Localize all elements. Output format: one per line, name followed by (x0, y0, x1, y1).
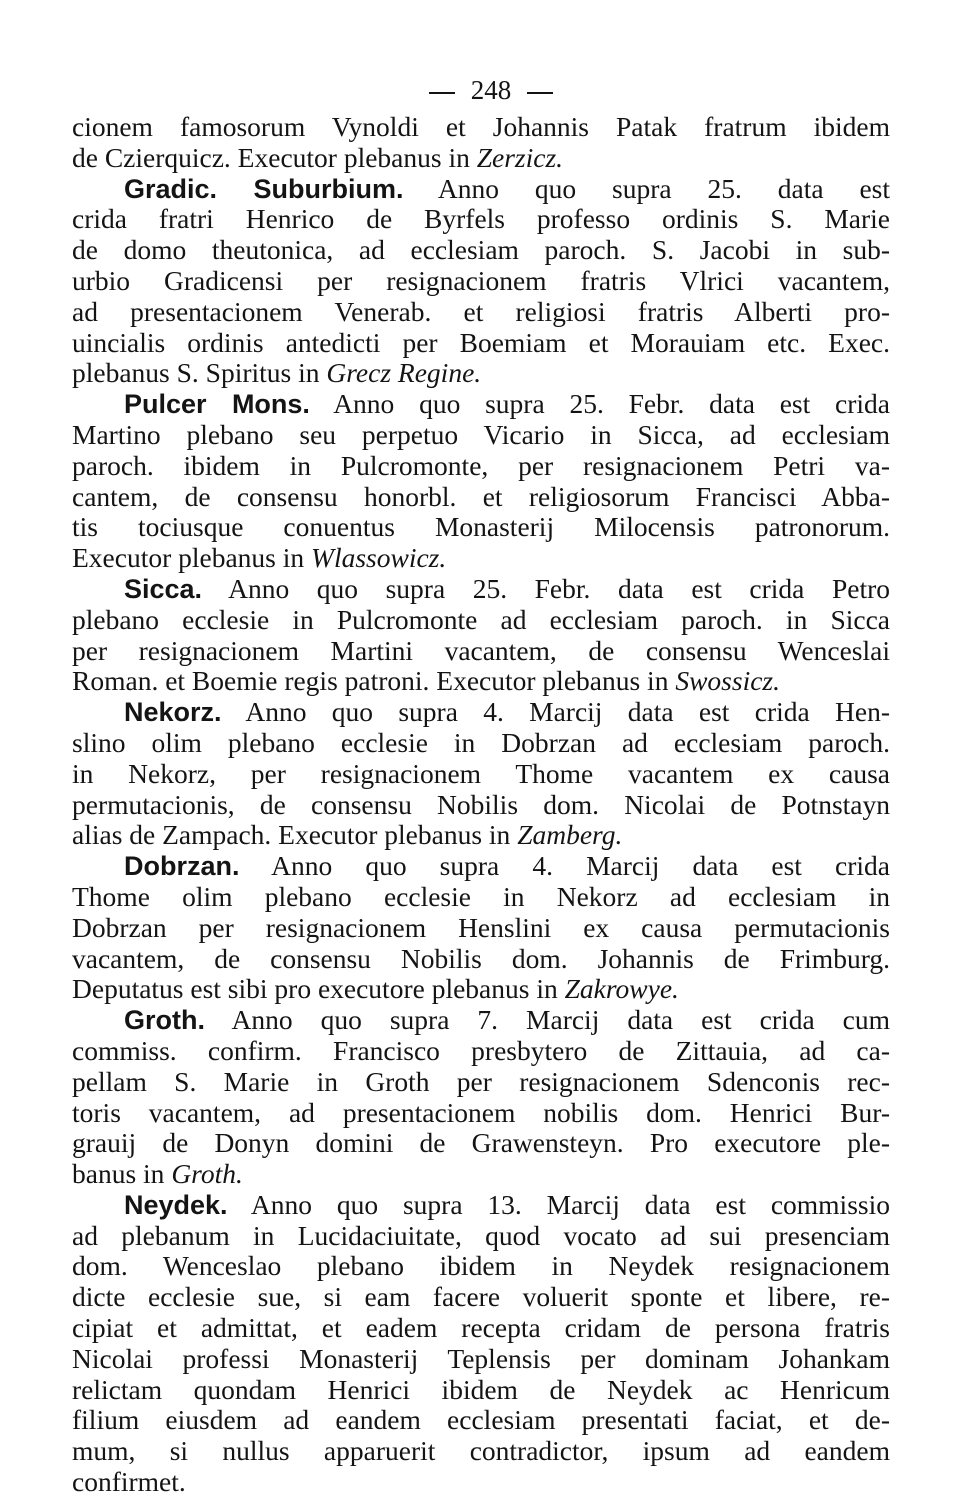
text-line (72, 512, 890, 543)
text-segment: Anno quo supra 4. Marcij data est crida (239, 850, 890, 882)
page-number: 248 (470, 75, 512, 105)
text-segment: crida fratri Henrico de Byrfels professo ordinis S. Marie (72, 203, 890, 235)
text-segment: cipiat et admittat, et eadem recepta cridam de persona fratris (72, 1312, 890, 1344)
paragraph (72, 389, 890, 574)
entry-heading: Nekorz. (124, 697, 222, 728)
text-line (72, 1467, 890, 1498)
text-line (72, 666, 890, 697)
text-segment: Executor plebanus in (72, 542, 312, 574)
text-line (72, 1436, 890, 1467)
paragraph (72, 174, 890, 390)
text-line (72, 820, 890, 851)
text-line (72, 112, 890, 143)
text-line (72, 1098, 890, 1129)
text-segment: ad presentacionem Venerab. et religiosi fratris Alberti pro- (72, 295, 890, 327)
text-segment: Anno quo supra 7. Marcij data est crida cum (205, 1004, 890, 1036)
paragraph (72, 574, 890, 697)
text-line (72, 1221, 890, 1252)
text-line (72, 266, 890, 297)
page (72, 72, 890, 1498)
text-segment: dicte ecclesie sue, si eam facere voluerit sponte et libere, re- (72, 1281, 890, 1313)
text-line (72, 944, 890, 975)
text-line (72, 790, 890, 821)
paragraph (72, 1190, 890, 1498)
text-segment: dom. Wenceslao plebano ibidem in Neydek resignacionem (72, 1250, 890, 1282)
text-line (72, 697, 890, 728)
text-line (72, 297, 890, 328)
executor-place: Swossicz. (675, 665, 780, 697)
entry-heading: Dobrzan. (124, 851, 240, 882)
text-segment: mum, si nullus apparuerit contradictor, ipsum ad eandem (72, 1435, 890, 1467)
text-line (72, 358, 890, 389)
text-line (72, 1313, 890, 1344)
paragraph (72, 112, 890, 174)
text-line (72, 174, 890, 205)
text-segment: Martino plebano seu perpetuo Vicario in Sicca, ad ecclesiam (72, 418, 890, 450)
text-segment: pellam S. Marie in Groth per resignacionem Sdenconis rec- (72, 1065, 890, 1097)
text-segment: alias de Zampach. Executor plebanus in (72, 819, 518, 851)
dash-left (429, 92, 455, 94)
text-line (72, 328, 890, 359)
text-line (72, 1251, 890, 1282)
text-segment: Anno quo supra 4. Marcij data est crida Hen- (221, 696, 890, 728)
text-segment: Thome olim plebano ecclesie in Nekorz ad ecclesiam in (72, 880, 890, 912)
text-segment: relictam quondam Henrici ibidem de Neydek ac Henricum (72, 1373, 890, 1405)
text-segment: de Czierquicz. Executor plebanus in (72, 141, 477, 173)
paragraph (72, 851, 890, 1005)
text-line (72, 420, 890, 451)
text-line (72, 143, 890, 174)
text-line (72, 1344, 890, 1375)
text-segment: confirmet. (72, 1466, 186, 1498)
text-line (72, 1159, 890, 1190)
text-line (72, 1375, 890, 1406)
text-line (72, 913, 890, 944)
entry-heading: Sicca. (124, 573, 203, 604)
executor-place: Groth. (171, 1158, 243, 1190)
text-line (72, 882, 890, 913)
text-line (72, 1190, 890, 1221)
text-line (72, 974, 890, 1005)
executor-place: Grecz Regine. (326, 357, 482, 389)
entry-heading: Neydek. (124, 1189, 228, 1220)
paragraph (72, 1005, 890, 1190)
text-segment: plebanus S. Spiritus in (72, 357, 327, 389)
entry-heading: Groth. (124, 1005, 205, 1036)
text-line (72, 482, 890, 513)
text-segment: toris vacantem, ad presentacionem nobilis dom. Henrici Bur- (72, 1096, 890, 1128)
text-line (72, 1128, 890, 1159)
text-segment: de domo theutonica, ad ecclesiam paroch. S. Jacobi in sub- (72, 234, 890, 266)
text-segment: uincialis ordinis antedicti per Boemiam et Morauiam etc. Exec. (72, 326, 890, 358)
text-line (72, 1405, 890, 1436)
text-segment: paroch. ibidem in Pulcromonte, per resignacionem Petri va- (72, 449, 890, 481)
text-segment: permutacionis, de consensu Nobilis dom. Nicolai de Potnstayn (72, 788, 890, 820)
text-line (72, 543, 890, 574)
text-line (72, 204, 890, 235)
page-number-header (92, 72, 890, 112)
executor-place: Zakrowye. (564, 973, 679, 1005)
executor-place: Zamberg. (517, 819, 623, 851)
text-line (72, 1036, 890, 1067)
text-line (72, 1282, 890, 1313)
text-segment: Deputatus est sibi pro executore plebanus in (72, 973, 565, 1005)
text-segment: banus in (72, 1158, 172, 1190)
text-segment: per resignacionem Martini vacantem, de consensu Wenceslai (72, 634, 890, 666)
body-text (72, 112, 890, 1498)
text-segment: grauij de Donyn domini de Grawensteyn. Pro executore ple- (72, 1127, 890, 1159)
text-segment: vacantem, de consensu Nobilis dom. Johannis de Frimburg. (72, 942, 890, 974)
entry-heading: Gradic. Suburbium. (124, 173, 404, 204)
executor-place: Wlassowicz. (311, 542, 447, 574)
text-line (72, 728, 890, 759)
dash-right (527, 92, 553, 94)
text-segment: Anno quo supra 25. data est (403, 172, 890, 204)
text-segment: Anno quo supra 25. Febr. data est crida (309, 388, 890, 420)
text-line (72, 759, 890, 790)
text-line (72, 451, 890, 482)
text-segment: cionem famosorum Vynoldi et Johannis Patak fratrum ibidem (72, 111, 890, 142)
text-segment: tis tociusque conuentus Monasterij Milocensis patronorum. (72, 511, 890, 543)
executor-place: Zerzicz. (476, 141, 564, 173)
text-segment: Anno quo supra 13. Marcij data est commissio (227, 1188, 890, 1220)
text-segment: Dobrzan per resignacionem Henslini ex causa permutacionis (72, 911, 890, 943)
text-segment: Roman. et Boemie regis patroni. Executor plebanus in (72, 665, 676, 697)
text-line (72, 1005, 890, 1036)
text-line (72, 574, 890, 605)
text-segment: Nicolai professi Monasterij Teplensis per dominam Johankam (72, 1342, 890, 1374)
text-line (72, 389, 890, 420)
text-segment: filium eiusdem ad eandem ecclesiam presentati faciat, et de- (72, 1404, 890, 1436)
text-segment: cantem, de consensu honorbl. et religiosorum Francisci Abba- (72, 480, 890, 512)
text-line (72, 605, 890, 636)
entry-heading: Pulcer Mons. (124, 389, 310, 420)
text-segment: urbio Gradicensi per resignacionem fratris Vlrici vacantem, (72, 264, 890, 296)
text-segment: plebano ecclesie in Pulcromonte ad ecclesiam paroch. in Sicca (72, 603, 890, 635)
text-segment: commiss. confirm. Francisco presbytero de Zittauia, ad ca- (72, 1034, 890, 1066)
text-segment: Anno quo supra 25. Febr. data est crida Petro (202, 572, 890, 604)
text-line (72, 636, 890, 667)
text-line (72, 1067, 890, 1098)
paragraph (72, 697, 890, 851)
text-segment: in Nekorz, per resignacionem Thome vacantem ex causa (72, 757, 890, 789)
text-line (72, 851, 890, 882)
text-line (72, 235, 890, 266)
text-segment: slino olim plebano ecclesie in Dobrzan ad ecclesiam paroch. (72, 726, 890, 758)
text-segment: ad plebanum in Lucidaciuitate, quod vocato ad sui presenciam (72, 1219, 890, 1251)
